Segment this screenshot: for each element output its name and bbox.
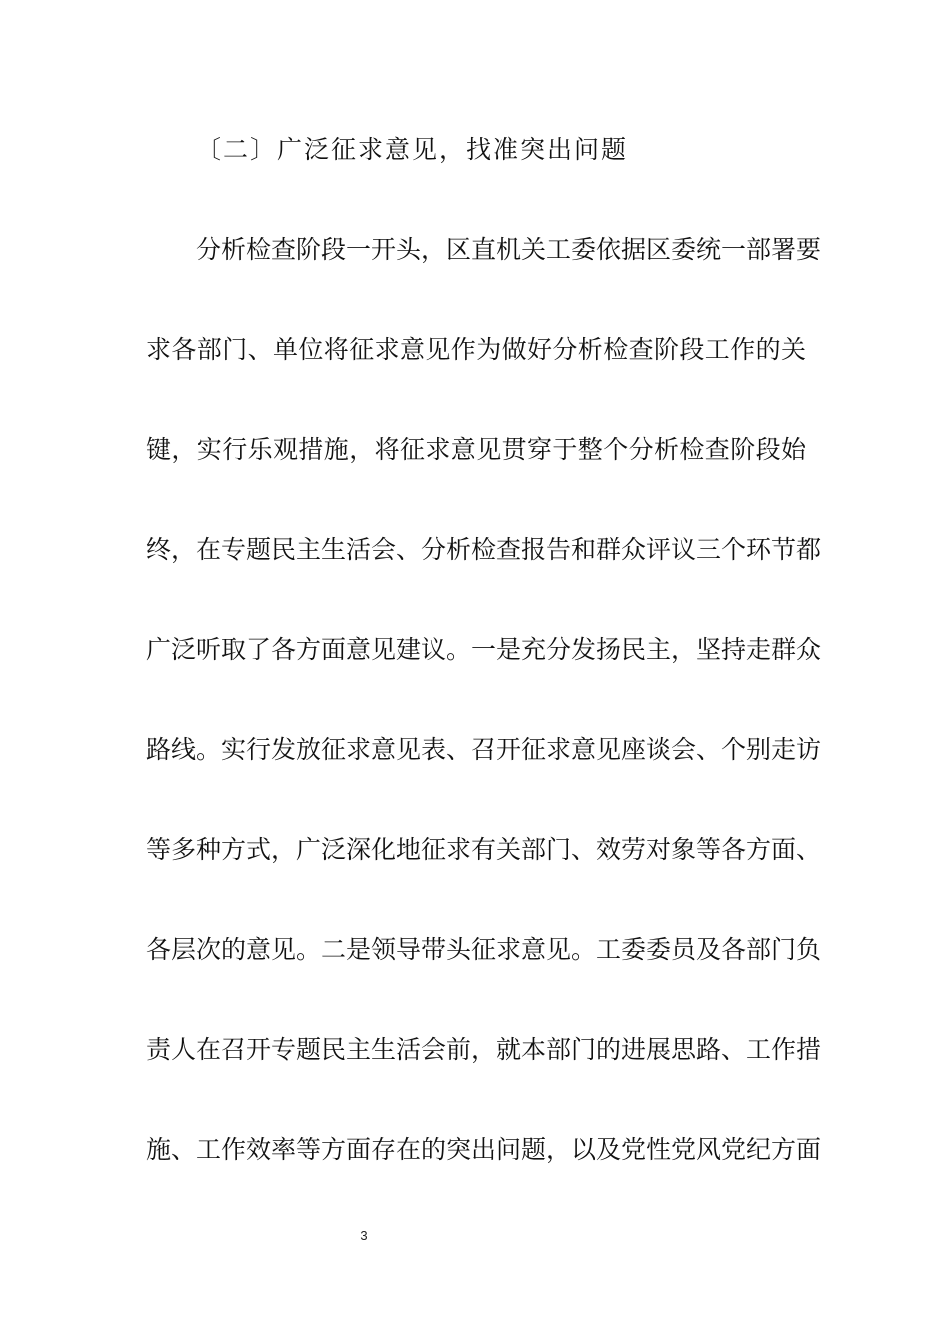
- paragraph-line: 求各部门、单位将征求意见作为做好分析检查阶段工作的关: [146, 335, 806, 364]
- page-number: 3: [360, 1228, 368, 1243]
- paragraph-line: 责人在召开专题民主生活会前，就本部门的进展思路、工作措: [146, 1035, 822, 1064]
- paragraph-line: 等多种方式，广泛深化地征求有关部门、效劳对象等各方面、: [146, 835, 822, 864]
- paragraph-line: 广泛听取了各方面意见建议。一是充分发扬民主，坚持走群众: [146, 635, 822, 664]
- paragraph-line: 分析检查阶段一开头，区直机关工委依据区委统一部署要: [196, 235, 822, 264]
- section-heading: 〔二〕广泛征求意见，找准突出问题: [196, 135, 629, 164]
- paragraph-line: 各层次的意见。二是领导带头征求意见。工委委员及各部门负: [146, 935, 822, 964]
- paragraph-line: 终，在专题民主生活会、分析检查报告和群众评议三个环节都: [146, 535, 822, 564]
- paragraph-line: 键，实行乐观措施，将征求意见贯穿于整个分析检查阶段始: [146, 435, 806, 464]
- paragraph-line: 路线。实行发放征求意见表、召开征求意见座谈会、个别走访: [146, 735, 822, 764]
- paragraph-line: 施、工作效率等方面存在的突出问题，以及党性党风党纪方面: [146, 1135, 822, 1164]
